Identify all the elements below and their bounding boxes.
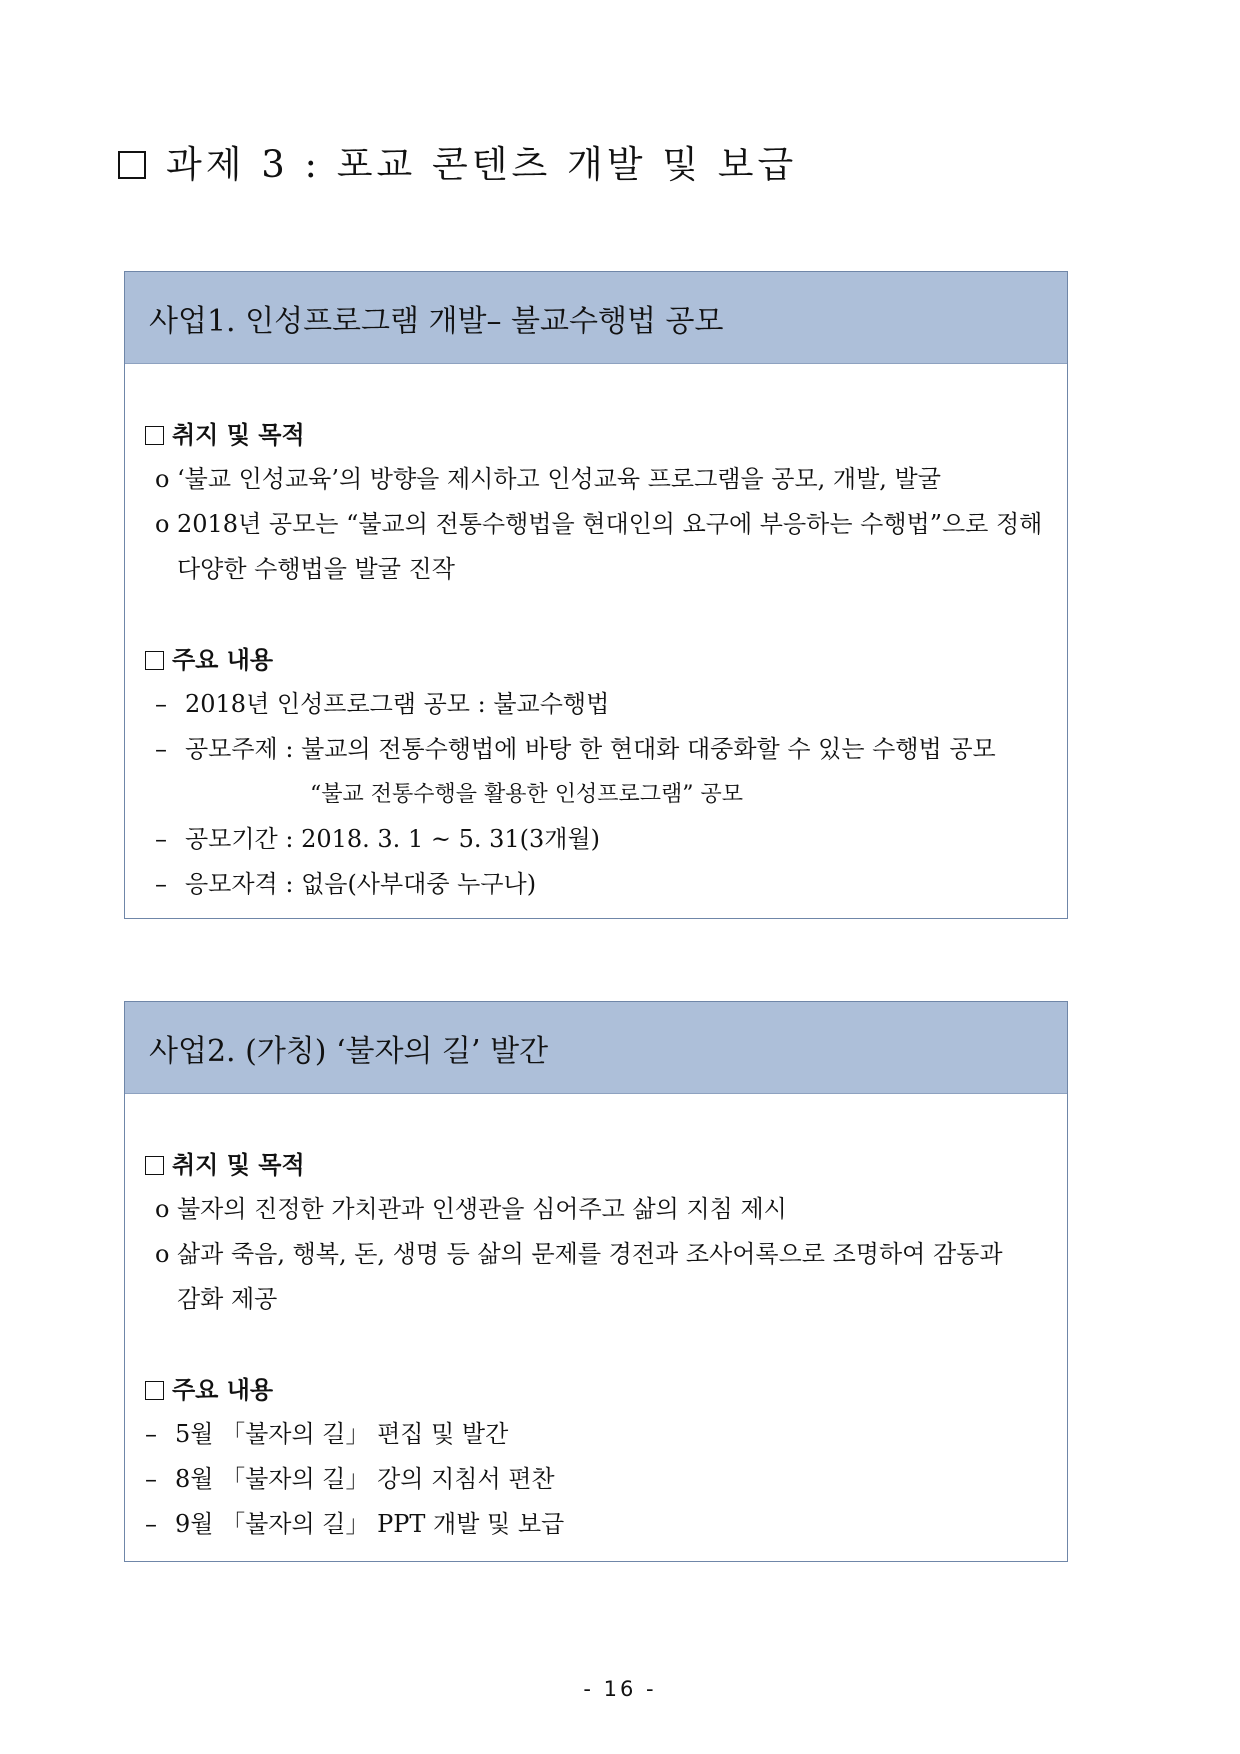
bullet-dash: –	[145, 1465, 157, 1493]
page-title	[118, 140, 797, 190]
list-item: – 5월 「불자의 길」 편집 및 발간	[145, 1412, 1067, 1457]
content-heading: 주요 내용	[145, 1367, 1067, 1412]
list-item: – 응모자격 : 없음(사부대중 누구나)	[145, 862, 1067, 907]
list-item-continuation: “불교 전통수행을 활용한 인성프로그램” 공모	[310, 782, 744, 807]
list-item: – 9월 「불자의 길」 PPT 개발 및 보급	[145, 1502, 1067, 1547]
checkbox-icon	[145, 426, 164, 445]
bullet-dash: –	[145, 1510, 157, 1538]
list-item: o ‘불교 인성교육’의 방향을 제시하고 인성교육 프로그램을 공모, 개발, 발굴	[145, 457, 1067, 502]
list-item: o 불자의 진정한 가치관과 인생관을 심어주고 삶의 지침 제시	[145, 1187, 1067, 1232]
bullet-dash: –	[155, 825, 167, 853]
checkbox-icon	[145, 1156, 164, 1175]
section-2-header: 사업2. (가칭) ‘불자의 길’ 발간	[125, 1002, 1067, 1094]
list-item-continuation: 감화 제공	[177, 1285, 278, 1313]
list-item: o 삶과 죽음, 행복, 돈, 생명 등 삶의 문제를 경전과 조사어록으로 조명하여 감동과	[145, 1232, 1067, 1277]
section-2-body	[125, 1094, 1067, 1547]
bullet-dash: –	[155, 870, 167, 898]
bullet-o: o	[155, 1240, 170, 1268]
content-heading: 주요 내용	[145, 637, 1067, 682]
section-2	[124, 1001, 1068, 1562]
list-item: – 2018년 인성프로그램 공모 : 불교수행법	[145, 682, 1067, 727]
purpose-heading: 취지 및 목적	[145, 1142, 1067, 1187]
page-title-text: 과제 3 : 포교 콘텐츠 개발 및 보급	[166, 143, 798, 186]
bullet-o: o	[155, 1195, 170, 1223]
bullet-dash: –	[155, 690, 167, 718]
list-item: – 공모주제 : 불교의 전통수행법에 바탕 한 현대화 대중화할 수 있는 수행법 공모	[145, 727, 1067, 772]
checkbox-icon	[145, 1381, 164, 1400]
list-item-continuation: 다양한 수행법을 발굴 진작	[177, 555, 455, 583]
checkbox-icon	[145, 651, 164, 670]
bullet-dash: –	[145, 1420, 157, 1448]
bullet-dash: –	[155, 735, 167, 763]
list-item: – 공모기간 : 2018. 3. 1 ~ 5. 31(3개월)	[145, 817, 1067, 862]
section-1	[124, 271, 1068, 919]
list-item: – 8월 「불자의 길」 강의 지침서 편찬	[145, 1457, 1067, 1502]
bullet-o: o	[155, 465, 170, 493]
page-number: - 16 -	[583, 1677, 657, 1701]
checkbox-icon	[118, 151, 146, 179]
purpose-heading: 취지 및 목적	[145, 412, 1067, 457]
list-item: o 2018년 공모는 “불교의 전통수행법을 현대인의 요구에 부응하는 수행법”으로 정해	[145, 502, 1067, 547]
bullet-o: o	[155, 510, 170, 538]
section-1-header: 사업1. 인성프로그램 개발– 불교수행법 공모	[125, 272, 1067, 364]
section-1-body	[125, 364, 1067, 907]
